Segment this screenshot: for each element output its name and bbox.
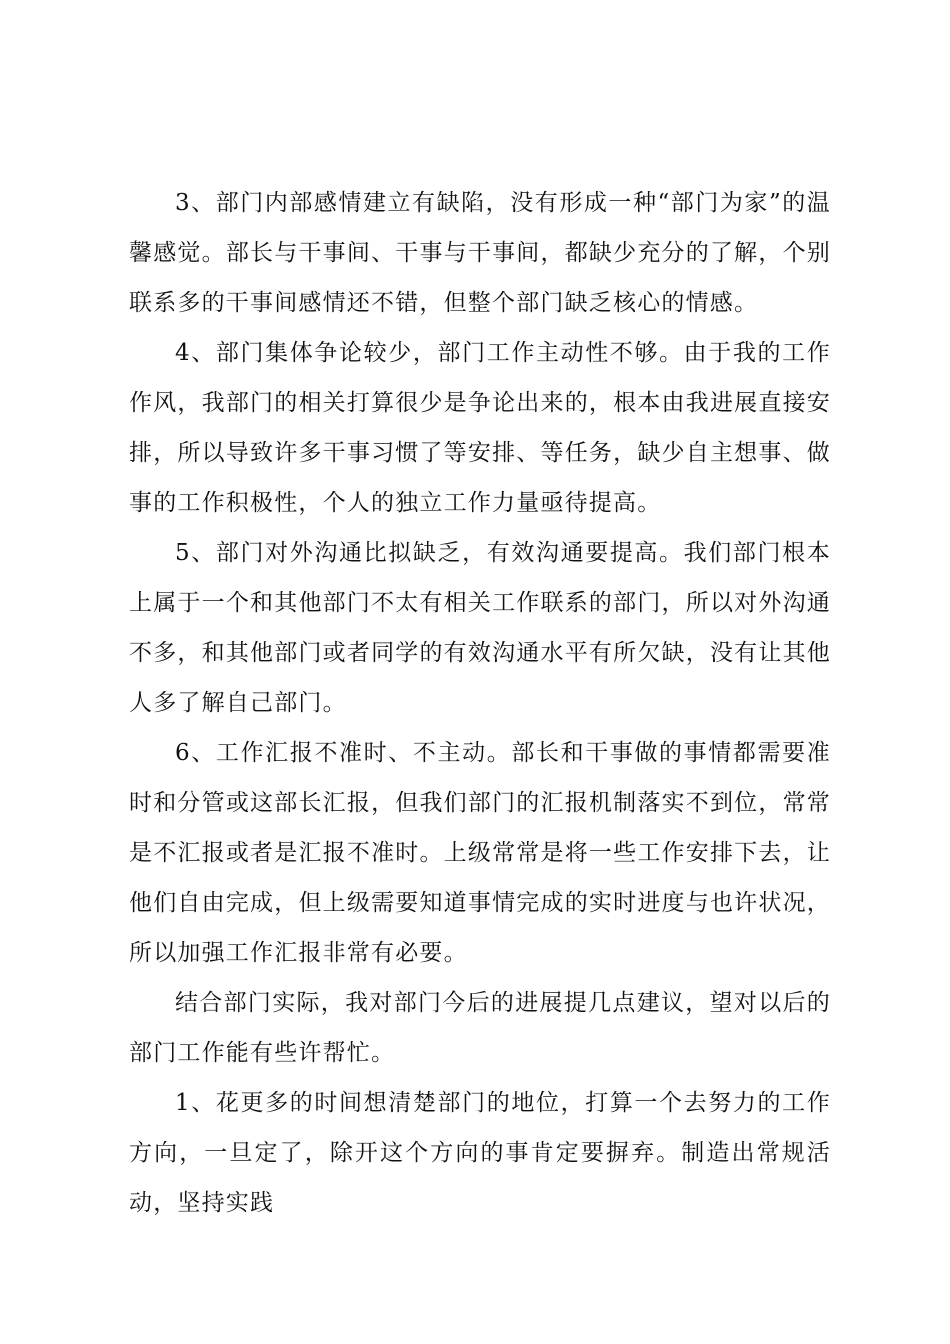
paragraph-2: 4、部门集体争论较少，部门工作主动性不够。由于我的工作作风，我部门的相关打算很少是争论出来的，根本由我进展直接安排，所以导致许多干事习惯了等安排、等任务，缺少自主想事、做事的工作积极性，个人的独立工作力量亟待提高。 [129,340,831,516]
document-body [129,178,831,1228]
paragraph-1: 3、部门内部感情建立有缺陷，没有形成一种“部门为家”的温馨感觉。部长与干事间、干事与干事间，都缺少充分的了解，个别联系多的干事间感情还不错，但整个部门缺乏核心的情感。 [129,190,831,316]
paragraph-6: 1、花更多的时间想清楚部门的地位，打算一个去努力的工作方向，一旦定了，除开这个方向的事肯定要摒弃。制造出常规活动，坚持实践 [129,1090,831,1216]
paragraph-4: 6、工作汇报不准时、不主动。部长和干事做的事情都需要准时和分管或这部长汇报，但我们部门的汇报机制落实不到位，常常是不汇报或者是汇报不准时。上级常常是将一些工作安排下去，让他们自由完成，但上级需要知道事情完成的实时进度与也许状况，所以加强工作汇报非常有必要。 [129,740,831,966]
paragraph-5: 结合部门实际，我对部门今后的进展提几点建议，望对以后的部门工作能有些许帮忙。 [129,990,831,1066]
paragraph-3: 5、部门对外沟通比拟缺乏，有效沟通要提高。我们部门根本上属于一个和其他部门不太有相关工作联系的部门，所以对外沟通不多，和其他部门或者同学的有效沟通水平有所欠缺，没有让其他人多了解自己部门。 [129,540,831,716]
